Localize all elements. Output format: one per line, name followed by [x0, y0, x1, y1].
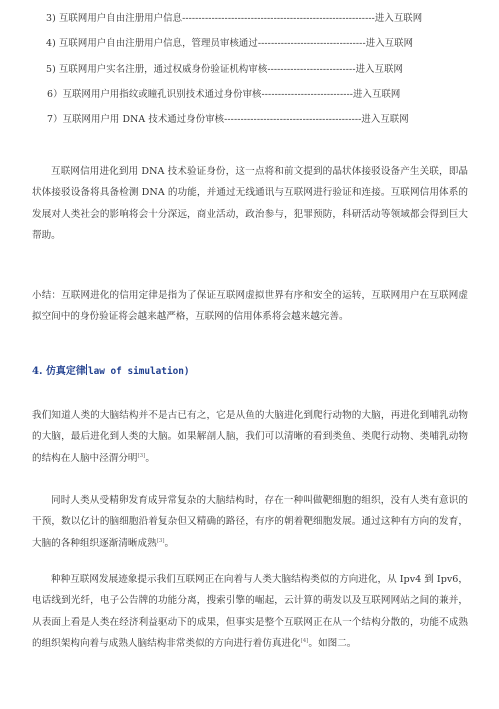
paragraph-text: 同时人类从受精卵发育成异常复杂的大脑结构时，存在一种叫做靶细胞的组织，没有人类有意识的干预，数以亿计的脑细胞沿着复杂但又精确的路径，有序的朝着靶细胞发展。通过这种有方向的发育，大脑的各种组织逐渐清晰成熟 [32, 495, 468, 549]
list-item: 4) 互联网用户自由注册用户信息，管理员审核通过---------------------------------进入互联网 [46, 38, 414, 50]
list-item: 7）互联网用户用 DNA 技术通过身份审核------------------------------------------进入互联网 [47, 114, 409, 126]
section-title-en: law of simulation) [87, 366, 190, 377]
paragraph-tail: 。 [164, 537, 175, 549]
citation-ref: [3] [156, 537, 165, 544]
paragraph-tail: 。如图二。 [308, 638, 357, 650]
paragraph-internet-simulation [32, 569, 468, 655]
paragraph-target-cells [32, 490, 468, 554]
citation-ref: [3] [137, 452, 146, 459]
section-number: 4. [32, 366, 43, 377]
paragraph-text: 种种互联网发展迹象提示我们互联网正在向着与人类大脑结构类似的方向进化，从 Ipv4 到 Ipv6，电话线到光纤，电子公告牌的功能分离，搜索引擎的崛起，云计算的萌发以及互联网网站之间的兼并，从表面上看是人类在经济利益驱动下的成果，但事实是整个互联网正在从一个结构分散的，功能不成熟的组织架构向着与成熟人脑结构非常类似的方向进行着仿真进化 [32, 574, 468, 650]
citation-ref: [4] [300, 638, 309, 645]
paragraph-tail: 。 [145, 452, 155, 464]
section-title-zh: 仿真定律 [45, 366, 86, 377]
list-item: 3) 互联网用户自由注册用户信息-----------------------------------------------------------进入互联网 [46, 13, 423, 24]
paragraph-text: 我们知道人类的大脑结构并不是古已有之，它是从鱼的大脑进化到爬行动物的大脑，再进化到哺乳动物的大脑，最后进化到人类的大脑。如果解剖人脑，我们可以清晰的看到类鱼、类爬行动物、类哺乳动物的结构在人脑中泾渭分明 [32, 410, 468, 464]
paragraph-brain-evolution [32, 405, 468, 469]
list-item: 6）互联网用户用指纹或瞳孔识别技术通过身份审核----------------------------进入互联网 [47, 88, 401, 100]
summary-paragraph: 小结：互联网进化的信用定律是指为了保证互联网虚拟世界有序和安全的运转，互联网用户在互联网虚拟空间中的身份验证将会越来越严格，互联网的信用体系将会越来越完善。 [32, 290, 468, 323]
section-heading [32, 362, 190, 377]
registration-level-list [46, 12, 468, 138]
paragraph-dna-credit: 互联网信用进化到用 DNA 技术验证身份，这一点将和前文提到的晶状体接驳设备产生关联，即晶状体接驳设备将具备检测 DNA 的功能，并通过无线通讯与互联网进行验证和连接。互联网信用体系的发展对人类社会的影响将会十分深远，商业活动，政治参与，犯罪预防，科研活动等领域都会得到巨大帮助。 [32, 166, 468, 242]
list-item: 5) 互联网用户实名注册，通过权威身份验证机构审核---------------------------进入互联网 [46, 63, 403, 75]
